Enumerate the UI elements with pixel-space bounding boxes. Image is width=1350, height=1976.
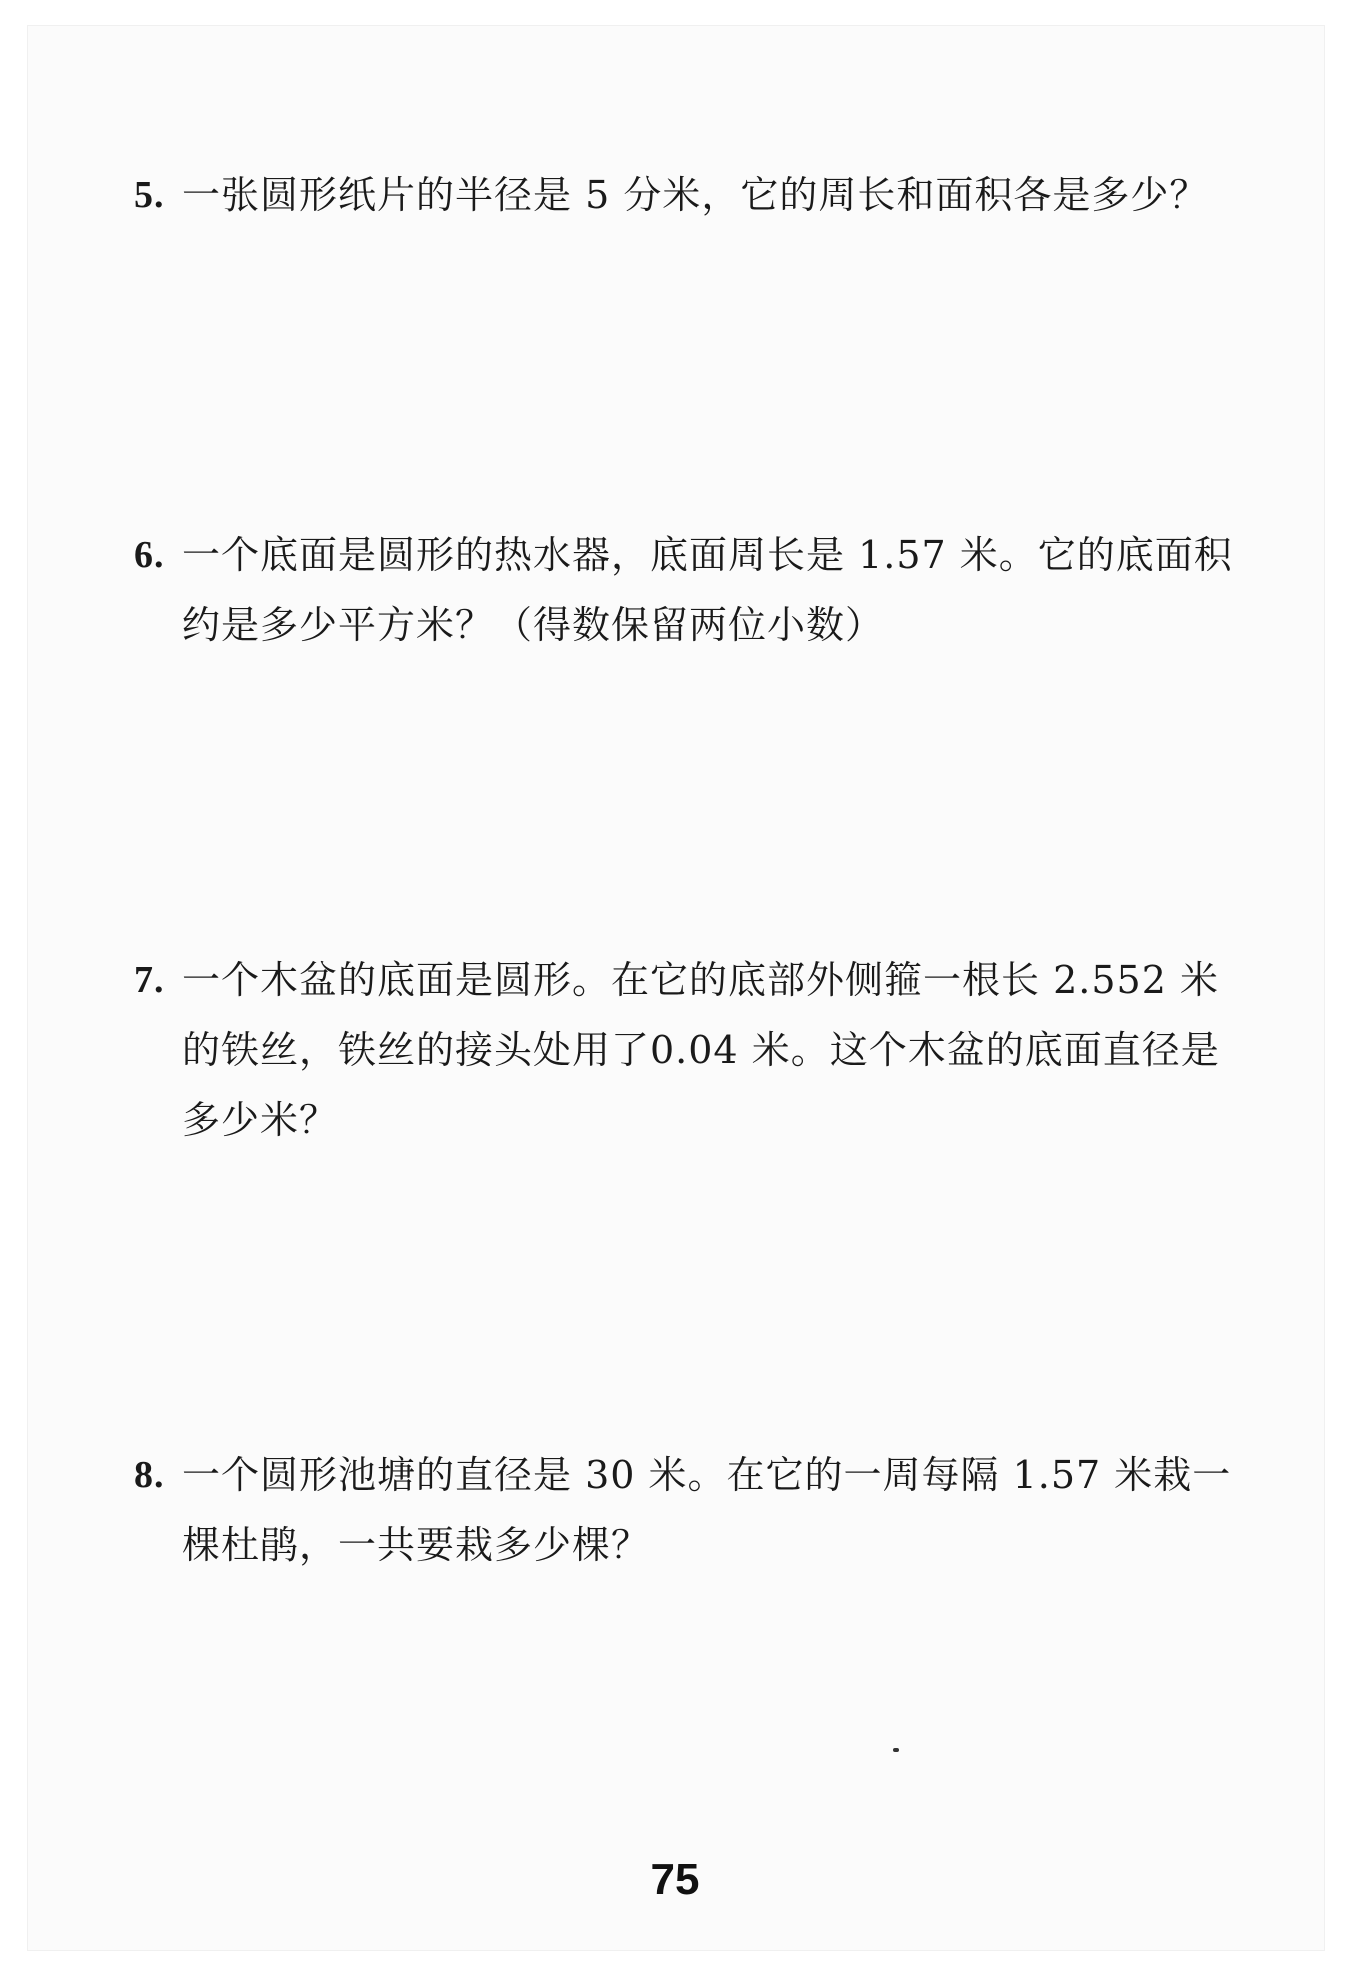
problem-text-line: 多少米？ (182, 1098, 339, 1142)
problem-text-line: 一张圆形纸片的半径是 5 分米，它的周长和面积各是多少？ (182, 173, 1209, 217)
problem-text-line: 的铁丝，铁丝的接头处用了0.04 米。这个木盆的底面直径是 (182, 1028, 1220, 1072)
problem-text-line: 约是多少平方米？（得数保留两位小数） (182, 603, 885, 647)
problem-8 (134, 1440, 1232, 1580)
problem-6 (134, 520, 1233, 660)
problem-number: 6. (134, 534, 165, 576)
problem-text-line: 一个底面是圆形的热水器，底面周长是 1.57 米。它的底面积 (182, 533, 1233, 577)
problem-text-line: 棵杜鹃，一共要栽多少棵？ (182, 1523, 651, 1567)
problem-7 (134, 945, 1220, 1155)
problem-text-line: 一个圆形池塘的直径是 30 米。在它的一周每隔 1.57 米栽一 (182, 1453, 1232, 1497)
problem-5 (134, 160, 1210, 230)
problem-number: 5. (134, 174, 165, 216)
problem-number: 7. (134, 959, 165, 1001)
problem-number: 8. (134, 1454, 165, 1496)
print-speck (893, 1748, 899, 1752)
page-number: 75 (650, 1855, 700, 1904)
problem-text-line: 一个木盆的底面是圆形。在它的底部外侧箍一根长 2.552 米 (182, 958, 1219, 1002)
